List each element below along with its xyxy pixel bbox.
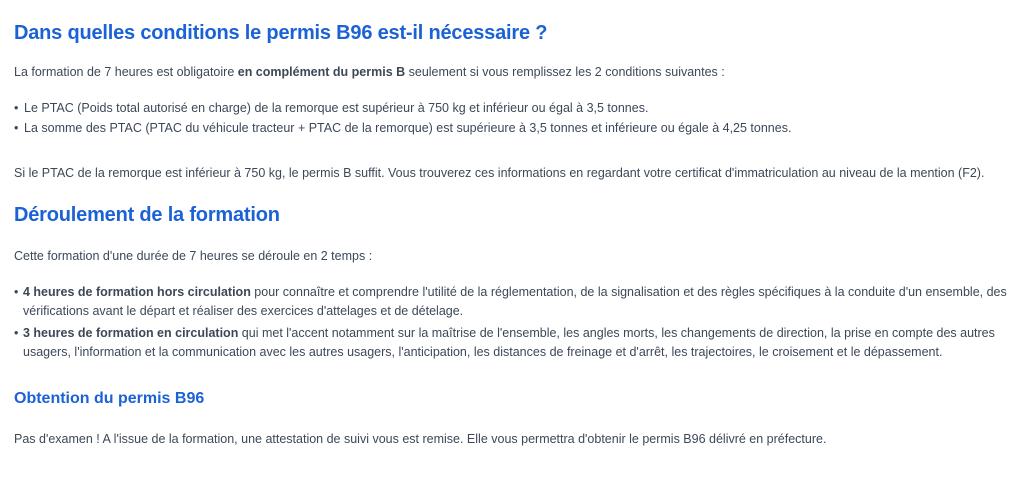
list-item: • La somme des PTAC (PTAC du véhicule tracteur + PTAC de la remorque) est supérieure à 3,5 tonnes et inférieure ou égale à 4,25 tonnes. xyxy=(14,119,1010,138)
step-bold-label: 3 heures de formation en circulation xyxy=(23,325,239,340)
step-text: qui met l'accent notamment sur la maîtrise de l'ensemble, les angles morts, les changements de direction, la prise en compte des autres usagers, l'information et la communication avec les autres usagers, l'anticipation, les distances de freinage et d'arrêt, les trajectoires, le croisement et le dépassement. xyxy=(23,325,995,359)
list-item xyxy=(14,324,1010,363)
conditions-intro-suffix: seulement si vous remplissez les 2 conditions suivantes : xyxy=(405,65,725,79)
list-item xyxy=(14,283,1010,322)
step-text: pour connaître et comprendre l'utilité de la réglementation, de la signalisation et des règles spécifiques à la conduite d'un ensemble, des vérifications avant le départ et réaliser des exercices d'attelages et de dételage. xyxy=(23,284,1007,319)
conditions-list xyxy=(14,99,1010,138)
conditions-intro-prefix: La formation de 7 heures est obligatoire xyxy=(14,65,238,79)
conditions-intro-paragraph xyxy=(14,63,1010,81)
list-item: • Le PTAC (Poids total autorisé en charge) de la remorque est supérieur à 750 kg et inférieur ou égal à 3,5 tonnes. xyxy=(14,99,1010,118)
section-title-obtention: Obtention du permis B96 xyxy=(14,390,205,408)
conditions-note-paragraph: Si le PTAC de la remorque est inférieur à 750 kg, le permis B suffit. Vous trouverez ces informations en regardant votre certificat d'immatriculation au niveau de la mention (F2). xyxy=(14,165,985,180)
section-title-deroulement: Déroulement de la formation xyxy=(14,203,280,226)
deroulement-steps-list xyxy=(14,283,1010,363)
spacer xyxy=(14,148,1010,164)
obtention-paragraph: Pas d'examen ! A l'issue de la formation, une attestation de suivi vous est remise. Elle vous permettra d'obtenir le permis B96 délivré en préfecture. xyxy=(14,432,827,447)
section-title-conditions: Dans quelles conditions le permis B96 est-il nécessaire ? xyxy=(14,22,548,44)
deroulement-intro-paragraph: Cette formation d'une durée de 7 heures se déroule en 2 temps : xyxy=(14,248,373,263)
conditions-intro-bold: en complément du permis B xyxy=(237,65,406,79)
step-bold-label: 4 heures de formation hors circulation xyxy=(23,284,251,299)
